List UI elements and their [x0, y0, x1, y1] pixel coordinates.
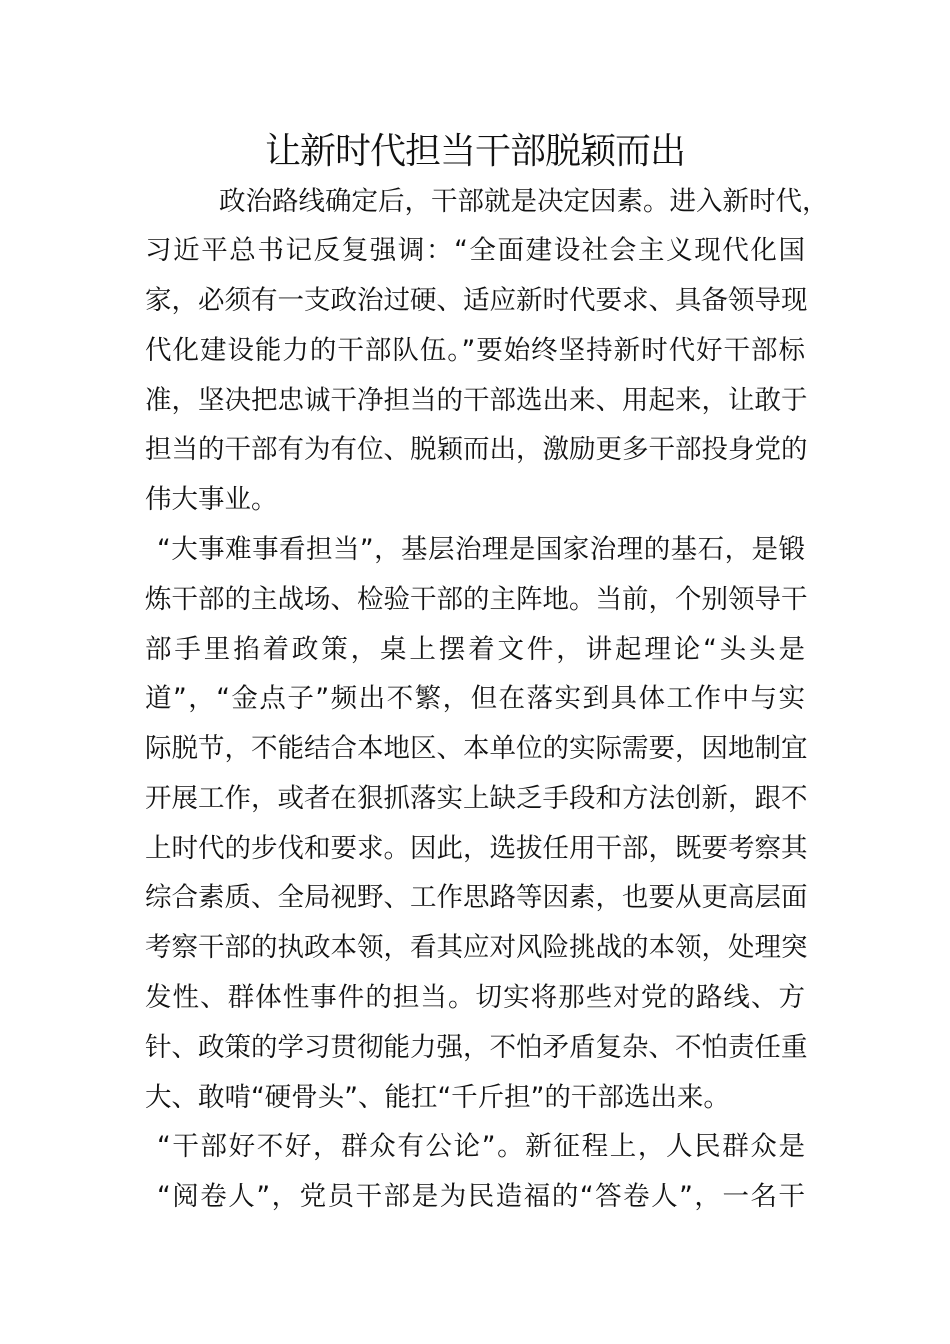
- paragraph-line: 习近平总书记反复强调：“全面建设社会主义现代化国: [145, 235, 805, 266]
- paragraph-line: 准，坚决把忠诚干净担当的干部选出来、用起来，让敢于: [145, 385, 808, 416]
- paragraph-line: 大、敢啃“硬骨头”、能扛“千斤担”的干部选出来。: [145, 1082, 730, 1113]
- paragraph-line: “干部好不好，群众有公论”。新征程上，人民群众是: [157, 1131, 805, 1162]
- paragraph-line: “大事难事看担当”，基层治理是国家治理的基石，是锻: [157, 534, 805, 565]
- paragraph-line: 上时代的步伐和要求。因此，选拔任用干部，既要考察其: [145, 833, 808, 864]
- paragraph-line: 部手里掐着政策，桌上摆着文件，讲起理论“头头是: [145, 634, 805, 665]
- paragraph-line: “阅卷人”，党员干部是为民造福的“答卷人”，一名干: [157, 1181, 805, 1212]
- document-title: 让新时代担当干部脱颖而出: [264, 131, 685, 172]
- paragraph-line: 开展工作，或者在狠抓落实上缺乏手段和方法创新，跟不: [145, 783, 808, 814]
- paragraph-line: 发性、群体性事件的担当。切实将那些对党的路线、方: [145, 982, 805, 1013]
- paragraph-line: 家，必须有一支政治过硬、适应新时代要求、具备领导现: [145, 285, 808, 316]
- paragraph-line: 针、政策的学习贯彻能力强，不怕矛盾复杂、不怕责任重: [145, 1032, 808, 1063]
- paragraph-line: 际脱节，不能结合本地区、本单位的实际需要，因地制宜: [145, 733, 808, 764]
- paragraph-line: 政治路线确定后，干部就是决定因素。进入新时代，: [219, 186, 829, 217]
- paragraph-line: 代化建设能力的干部队伍。”要始终坚持新时代好干部标: [145, 335, 805, 366]
- paragraph-line: 炼干部的主战场、检验干部的主阵地。当前，个别领导干: [145, 584, 808, 615]
- paragraph-line: 担当的干部有为有位、脱颖而出，激励更多干部投身党的: [145, 434, 808, 465]
- paragraph-line: 道”，“金点子”频出不繁，但在落实到具体工作中与实: [145, 683, 805, 714]
- paragraph-line: 综合素质、全局视野、工作思路等因素，也要从更高层面: [145, 882, 808, 913]
- paragraph-line: 考察干部的执政本领，看其应对风险挑战的本领，处理突: [145, 932, 808, 963]
- paragraph-line: 伟大事业。: [145, 484, 278, 515]
